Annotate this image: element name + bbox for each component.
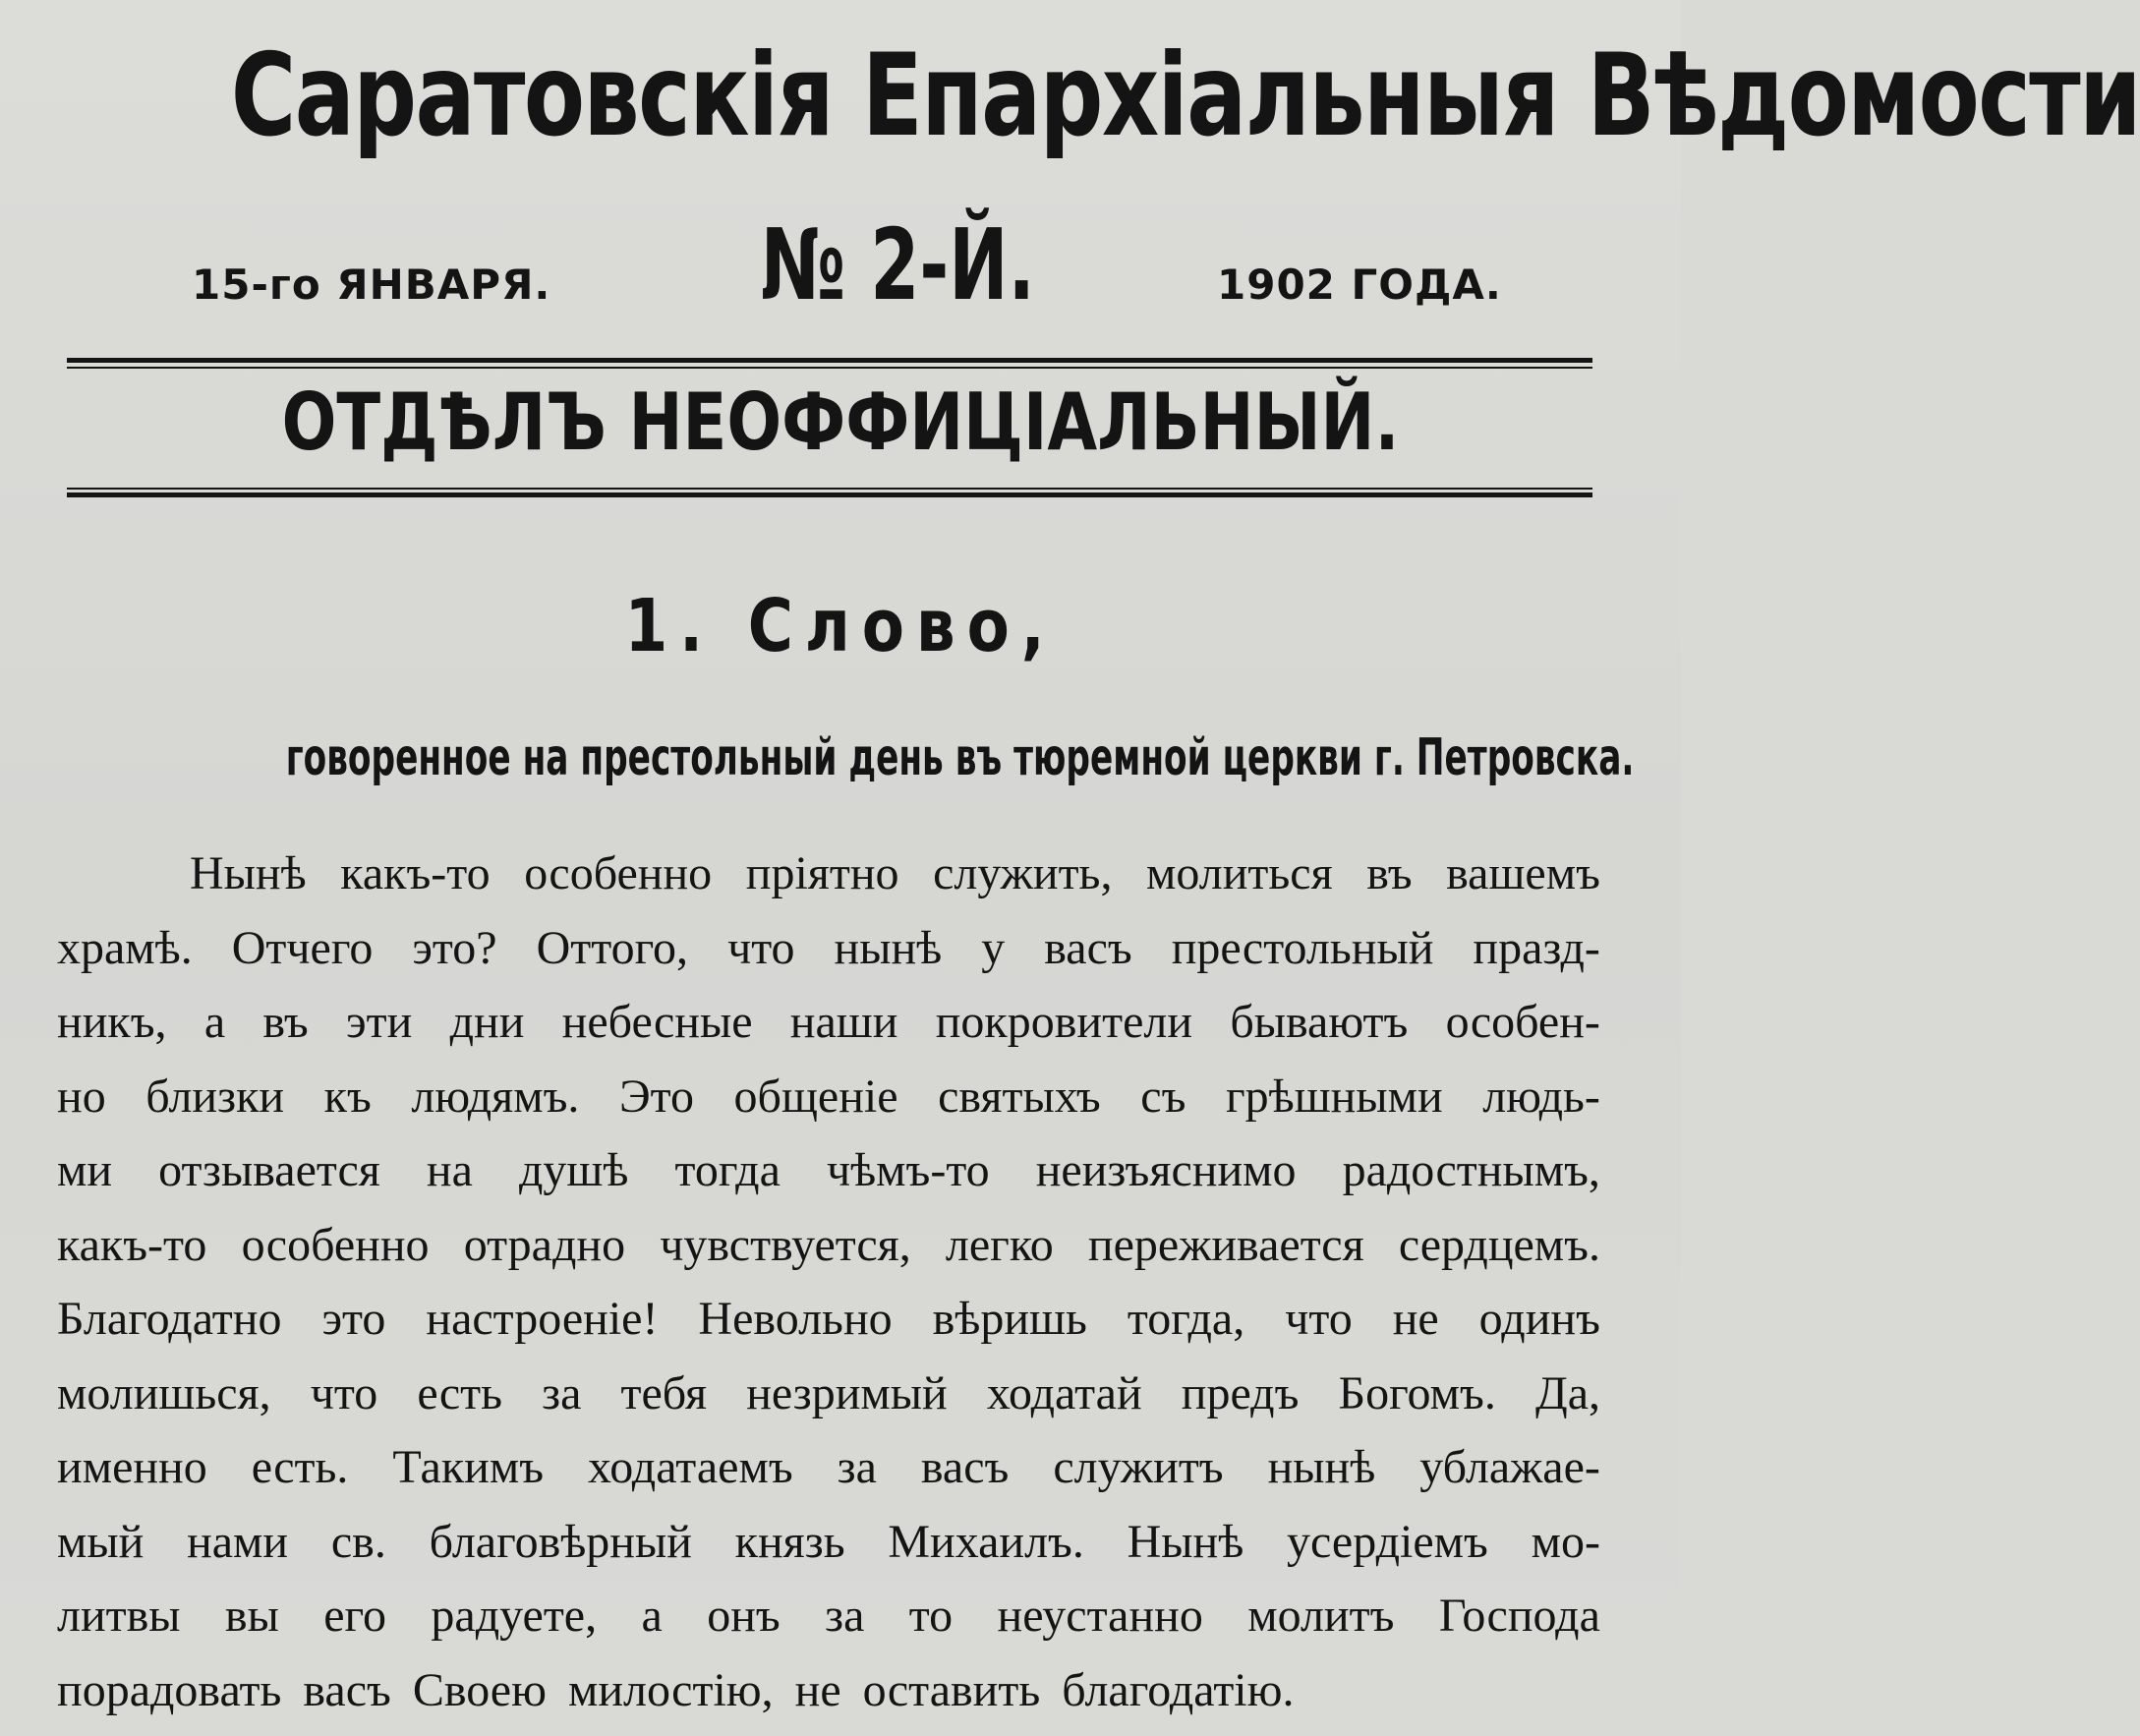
body-line: какъ-то особенно отрадно чувствуется, легко переживается сердцемъ. (57, 1217, 1600, 1292)
issue-info-row (0, 216, 1681, 324)
top-divider-thin (67, 367, 1592, 369)
article-title: 1. Слово, (126, 590, 1555, 663)
issue-date: 15-го ЯНВАРЯ. (192, 260, 550, 309)
issue-number: № 2-Й. (761, 216, 931, 315)
body-line: именно есть. Такимъ ходатаемъ за васъ служитъ нынѣ ублажае- (57, 1439, 1600, 1514)
body-line: порадовать васъ Своею милостію, не оставить благодатію. (57, 1662, 1600, 1736)
body-line: ми отзывается на душѣ тогда чѣмъ-то неизъяснимо радостнымъ, (57, 1142, 1600, 1217)
body-line: храмѣ. Отчего это? Оттого, что нынѣ у васъ престольный празд- (57, 920, 1600, 995)
body-line: Благодатно это настроеніе! Невольно вѣришь тогда, что не одинъ (57, 1291, 1600, 1365)
bottom-divider-thin (67, 488, 1592, 490)
article-subtitle: говоренное на престольный день въ тюремной церкви г. Петровска. (286, 732, 1396, 783)
section-title: ОТДѢЛЪ НЕОФФИЦІАЛЬНЫЙ. (151, 383, 1530, 462)
body-line: Нынѣ какъ-то особенно пріятно служить, молиться въ вашемъ (57, 845, 1600, 920)
issue-year: 1902 ГОДА. (1217, 260, 1502, 309)
body-line: литвы вы его радуете, а онъ за то неустанно молитъ Господа (57, 1588, 1600, 1662)
body-line: мый нами св. благовѣрный князь Михаилъ. Нынѣ усердіемъ мо- (57, 1514, 1600, 1589)
masthead-title: Саратовскія Епархіальныя Вѣдомости (231, 39, 1450, 153)
article-body (57, 845, 1600, 1736)
top-divider (67, 358, 1592, 363)
body-line: молишься, что есть за тебя незримый ходатай предъ Богомъ. Да, (57, 1365, 1600, 1440)
bottom-divider (67, 492, 1592, 497)
body-line: но близки къ людямъ. Это общеніе святыхъ съ грѣшными людь- (57, 1069, 1600, 1143)
body-line: никъ, а въ эти дни небесные наши покровители бываютъ особен- (57, 994, 1600, 1069)
